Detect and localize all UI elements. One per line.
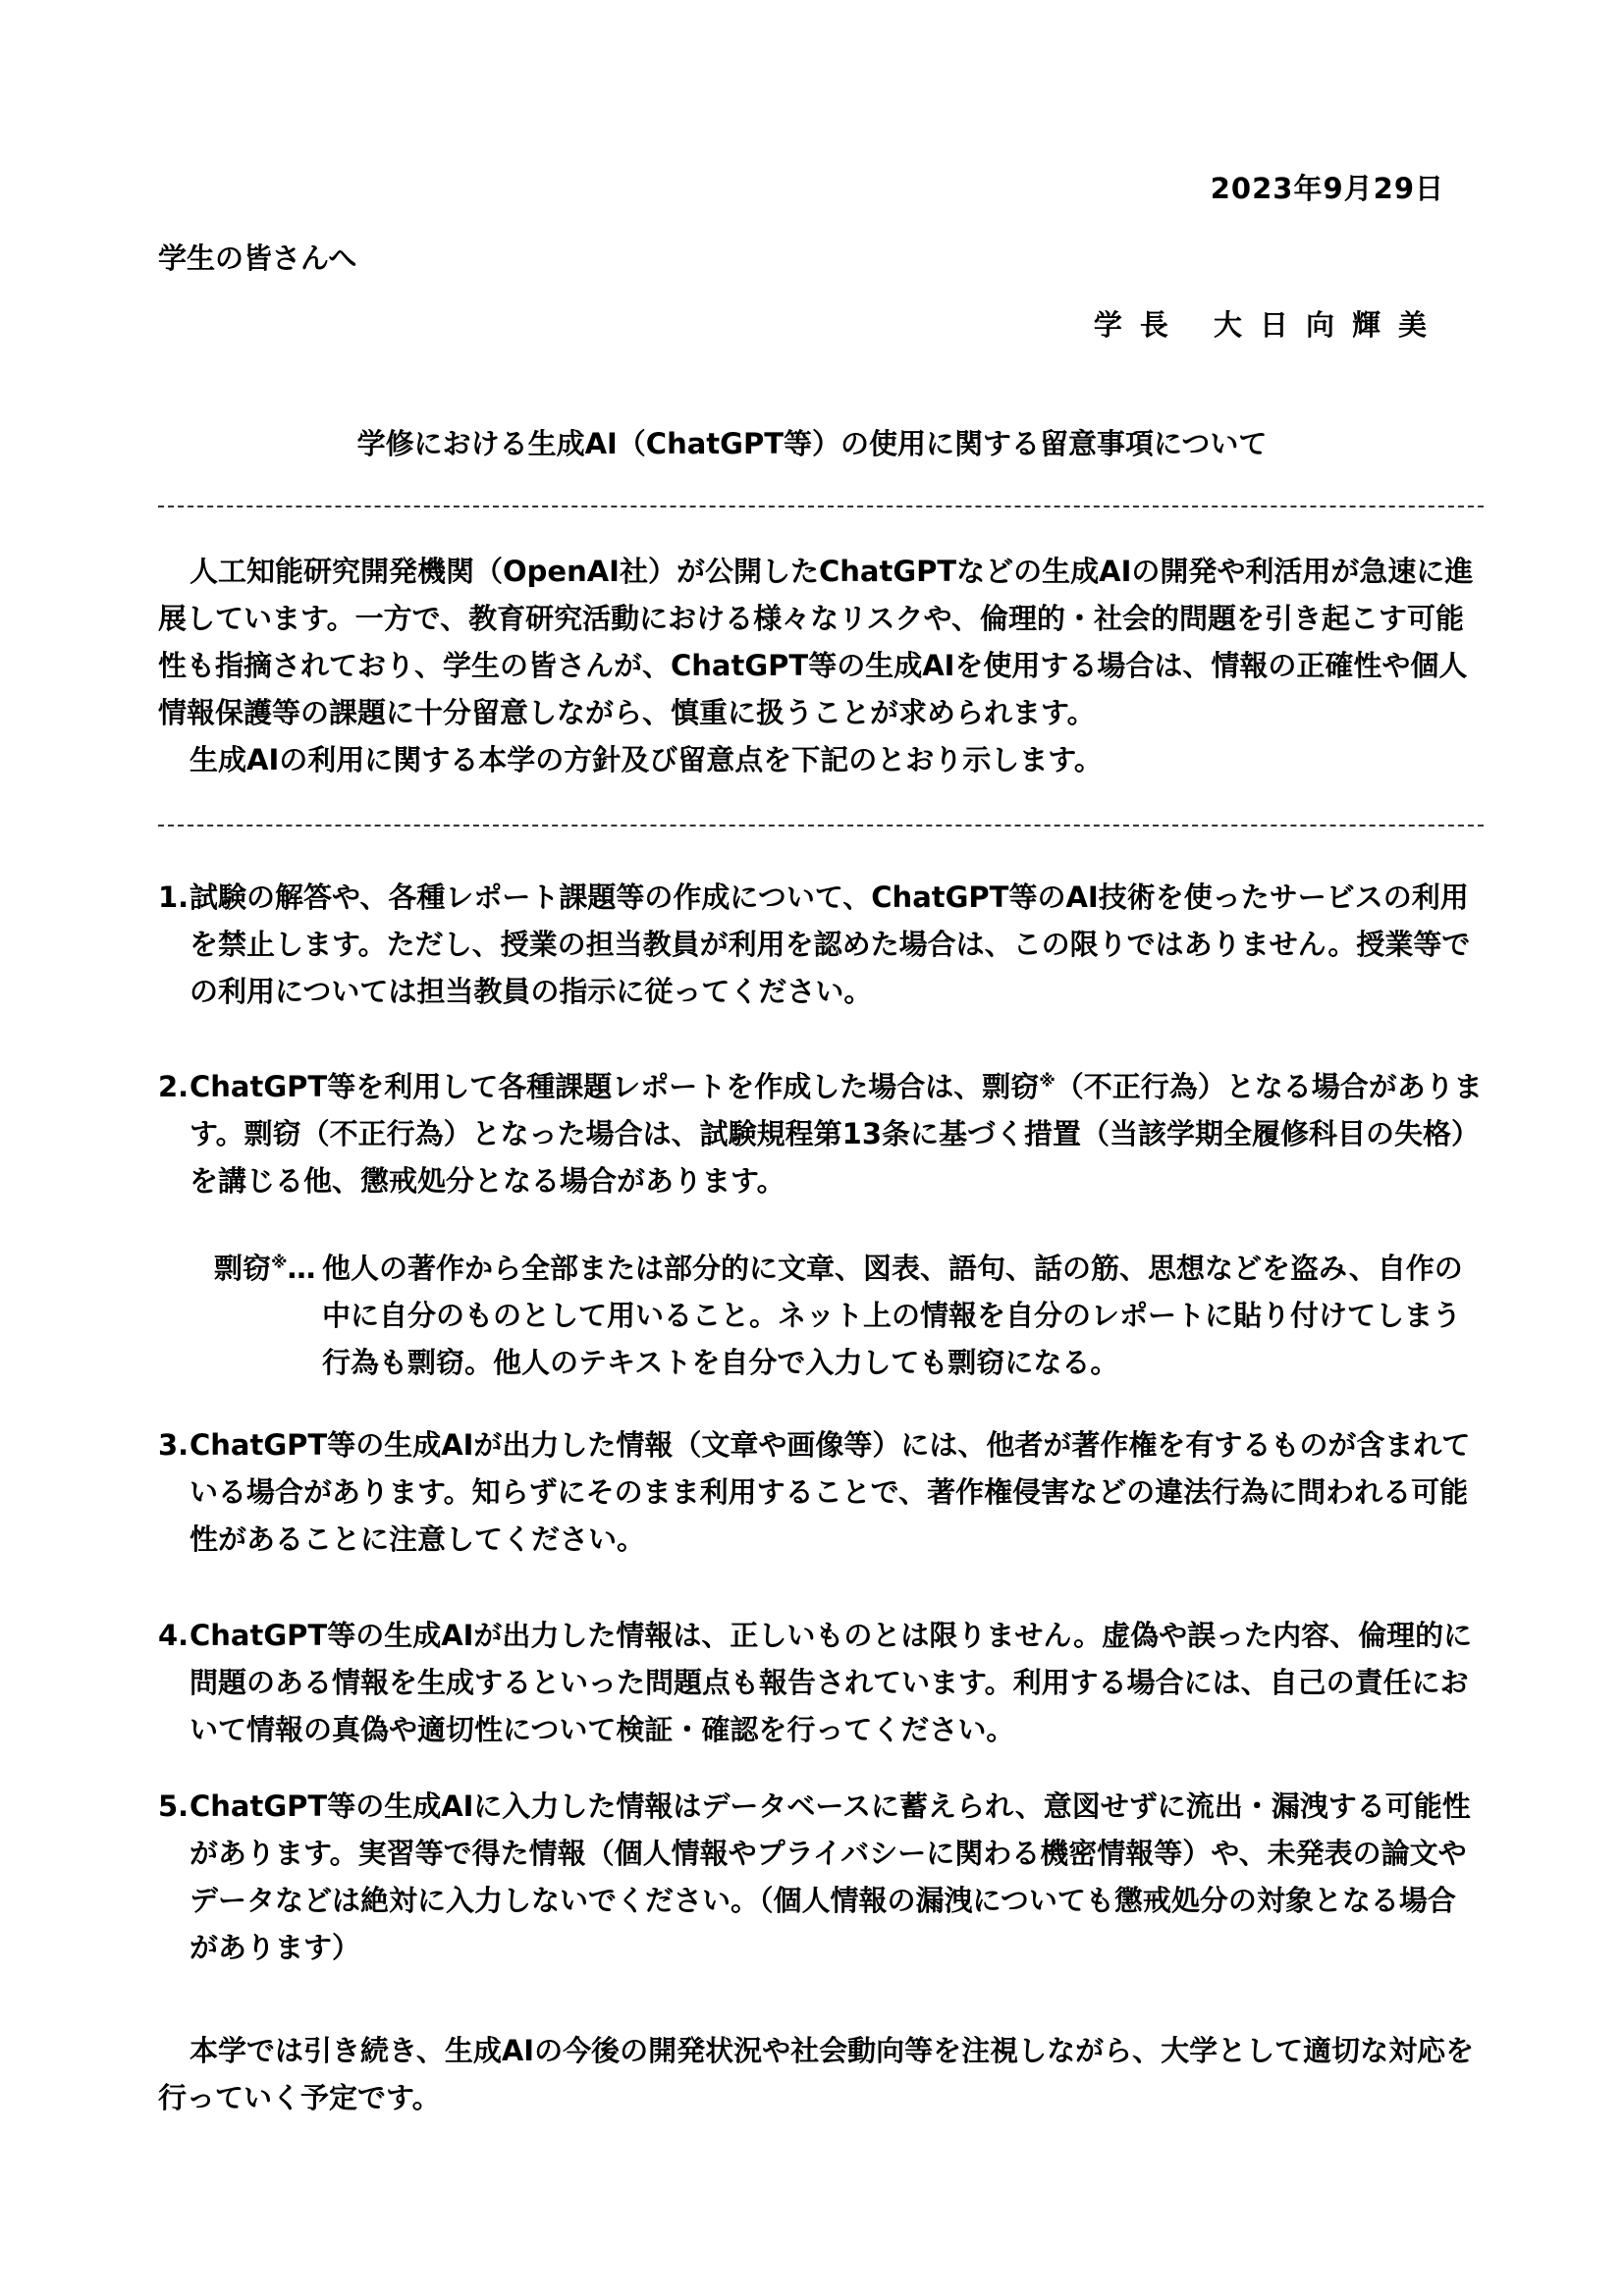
item-text: 試験の解答や、各種レポート課題等の作成について、ChatGPT等のAI技術を使ったサービスの利用を禁止します。ただし、授業の担当教員が利用を認めた場合は、この限りではありません。授業等での利用については担当教員の指示に従ってください。 [189, 881, 1471, 1008]
item-text [189, 1063, 1484, 1204]
item-number: 2. [158, 1070, 189, 1103]
list-item [158, 1063, 1484, 1204]
item-number: 1. [158, 881, 189, 914]
note-mark: ※ [1039, 1071, 1056, 1092]
note-term-mark: ※ [271, 1253, 288, 1273]
document-date: 2023年9月29日 [1210, 172, 1444, 205]
intro-paragraph-2: 生成AIの利用に関する本学の方針及び留意点を下記のとおり示します。 [189, 743, 1103, 776]
footnote-definition [214, 1245, 1481, 1386]
closing-paragraph: 本学では引き続き、生成AIの今後の開発状況や社会動向等を注視しながら、大学として適切な対応を行っていく予定です。 [158, 2034, 1475, 2114]
list-item [158, 1421, 1484, 1563]
addressee: 学生の皆さんへ [158, 241, 357, 275]
note-term: 剽窃 [214, 1252, 272, 1285]
list-item [158, 1783, 1484, 1971]
item-text: ChatGPT等の生成AIが出力した情報（文章や画像等）には、他者が著作権を有するものが含まれている場合があります。知らずにそのまま利用することで、著作権侵害などの違法行為に問われる可能性があることに注意してください。 [189, 1428, 1471, 1556]
note-definition: 他人の著作から全部または部分的に文章、図表、語句、話の筋、思想などを盗み、自作の中に自分のものとして用いること。ネット上の情報を自分のレポートに貼り付けてしまう行為も剽窃。他人のテキストを自分で入力しても剽窃になる。 [322, 1252, 1463, 1379]
item-number: 4. [158, 1619, 189, 1652]
document-title: 学修における生成AI（ChatGPT等）の使用に関する留意事項について [356, 427, 1268, 460]
intro-paragraph-1: 人工知能研究開発機関（OpenAI社）が公開したChatGPTなどの生成AIの開発や利活用が急速に進展しています。一方で、教育研究活動における様々なリスクや、倫理的・社会的問題を引き起こす可能性も指摘されており、学生の皆さんが、ChatGPT等の生成AIを使用する場合は、情報の正確性や個人情報保護等の課題に十分留意しながら、慎重に扱うことが求められます。 [158, 555, 1474, 729]
note-separator: … [287, 1252, 316, 1285]
item-text: ChatGPT等の生成AIに入力した情報はデータベースに蓄えられ、意図せずに流出・漏洩する可能性があります。実習等で得た情報（個人情報やプライバシーに関わる機密情報等）や、未発表の論文やデータなどは絶対に入力しないでください。（個人情報の漏洩についても懲戒処分の対象となる場合があります） [189, 1789, 1471, 1964]
list-item [158, 874, 1484, 1015]
list-item [158, 1612, 1484, 1753]
item-number: 5. [158, 1789, 189, 1823]
item-number: 3. [158, 1428, 189, 1462]
divider-bottom [158, 825, 1484, 827]
item-text: ChatGPT等の生成AIが出力した情報は、正しいものとは限りません。虚偽や誤った内容、倫理的に問題のある情報を生成するといった問題点も報告されています。利用する場合には、自己の責任において情報の真偽や適切性について検証・確認を行ってください。 [189, 1619, 1473, 1746]
intro-section [158, 548, 1484, 783]
item-text-part-a: ChatGPT等を利用して各種課題レポートを作成した場合は、剽窃 [189, 1070, 1040, 1103]
item-text-part-b: （不正行為）となる場合があります。剽窃（不正行為）となった場合は、試験規程第13条に基づく措置（当該学期全履修科目の失格）を講じる他、懲戒処分となる場合があります。 [189, 1070, 1483, 1198]
note-term-group [214, 1245, 316, 1292]
sender: 学長 大日向輝美 [1093, 308, 1444, 342]
divider-top [158, 506, 1484, 507]
